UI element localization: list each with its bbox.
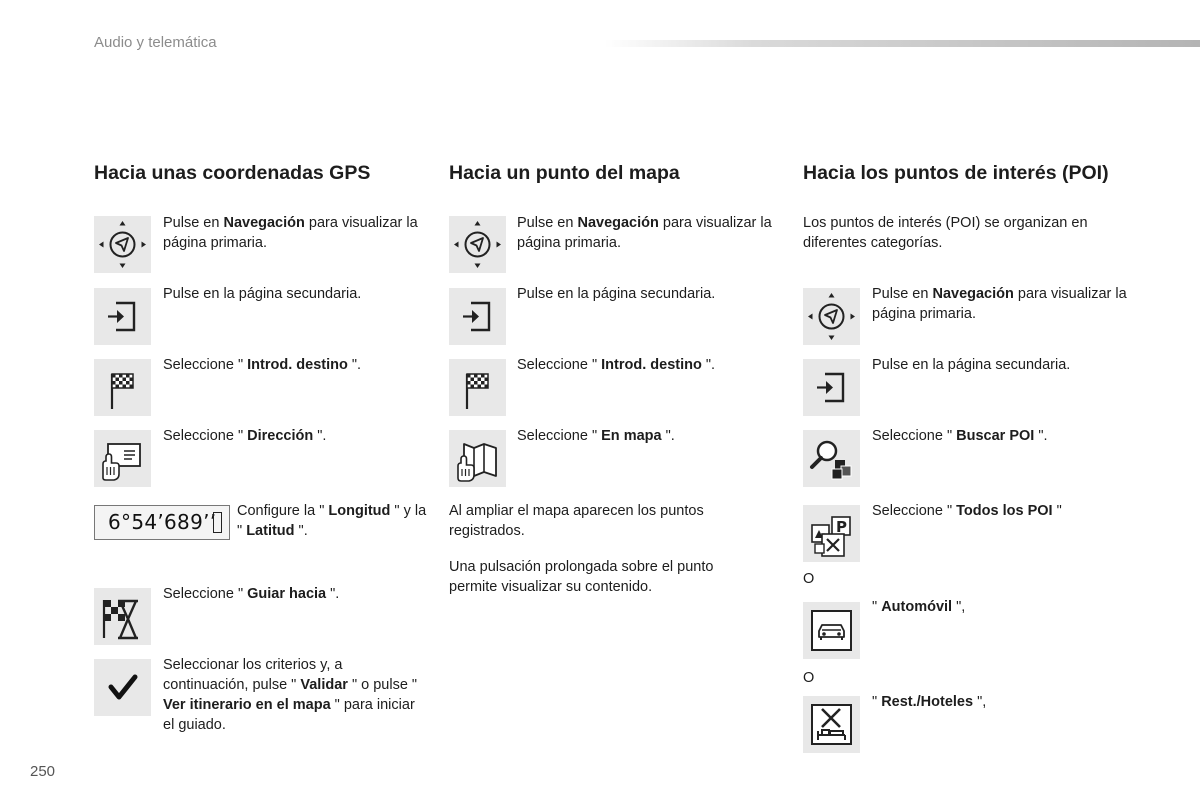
all-poi-icon xyxy=(803,505,860,562)
destination-flag-icon xyxy=(449,359,506,416)
or-separator: O xyxy=(803,571,815,587)
gps-heading: Hacia unas coordenadas GPS xyxy=(94,162,371,184)
map-step-secondary: Pulse en la página secundaria. xyxy=(517,286,716,302)
navigation-icon xyxy=(803,288,860,345)
gps-step-guide: Seleccione " Guiar hacia ". xyxy=(163,586,340,602)
map-heading: Hacia un punto del mapa xyxy=(449,162,680,184)
poi-intro: Los puntos de interés (POI) se organizan en diferentes categorías. xyxy=(803,215,1088,251)
poi-step-restaurant: " Rest./Hoteles ", xyxy=(872,694,987,710)
gps-step-coordinates: Configure la " Longitud " y la " Latitud ". xyxy=(237,503,427,539)
navigation-icon xyxy=(449,216,506,273)
section-title: Audio y telemática xyxy=(94,34,217,51)
header-decorative-bar xyxy=(605,40,1200,47)
map-step-on-map: Seleccione " En mapa ". xyxy=(517,428,675,444)
coordinate-field xyxy=(94,505,230,540)
map-note-long-press: Una pulsación prolongada sobre el punto permite visualizar su contenido. xyxy=(449,559,714,595)
gps-step-secondary: Pulse en la página secundaria. xyxy=(163,286,362,302)
navigation-icon xyxy=(94,216,151,273)
poi-heading: Hacia los puntos de interés (POI) xyxy=(803,162,1109,184)
secondary-page-icon xyxy=(803,359,860,416)
poi-step-car: " Automóvil ", xyxy=(872,599,966,615)
map-step-navigation: Pulse en Navegación para visualizar la página primaria. xyxy=(517,215,772,251)
gps-step-validate: Seleccionar los criterios y, a continuación, pulse " Validar " o pulse " Ver itinerario en el mapa " para iniciar el guiado. xyxy=(163,657,418,733)
destination-flag-icon xyxy=(94,359,151,416)
poi-step-secondary: Pulse en la página secundaria. xyxy=(872,357,1071,373)
address-icon xyxy=(94,430,151,487)
gps-step-address: Seleccione " Dirección ". xyxy=(163,428,327,444)
map-note-zoom: Al ampliar el mapa aparecen los puntos registrados. xyxy=(449,503,704,539)
page-number: 250 xyxy=(30,763,56,780)
poi-step-navigation: Pulse en Navegación para visualizar la página primaria. xyxy=(872,286,1127,322)
gps-step-navigation: Pulse en Navegación para visualizar la página primaria. xyxy=(163,215,418,251)
coordinate-value: 6°54’689’’ xyxy=(108,510,217,534)
car-category-icon xyxy=(803,602,860,659)
secondary-page-icon xyxy=(94,288,151,345)
map-step-destination: Seleccione " Introd. destino ". xyxy=(517,357,716,373)
validate-check-icon xyxy=(94,659,151,716)
poi-step-all: Seleccione " Todos los POI " xyxy=(872,503,1062,519)
coordinate-cursor xyxy=(213,512,222,533)
poi-step-search: Seleccione " Buscar POI ". xyxy=(872,428,1048,444)
secondary-page-icon xyxy=(449,288,506,345)
gps-step-destination: Seleccione " Introd. destino ". xyxy=(163,357,362,373)
restaurant-hotel-icon xyxy=(803,696,860,753)
or-separator: O xyxy=(803,670,815,686)
search-poi-icon xyxy=(803,430,860,487)
on-map-icon xyxy=(449,430,506,487)
guide-to-icon xyxy=(94,588,151,645)
